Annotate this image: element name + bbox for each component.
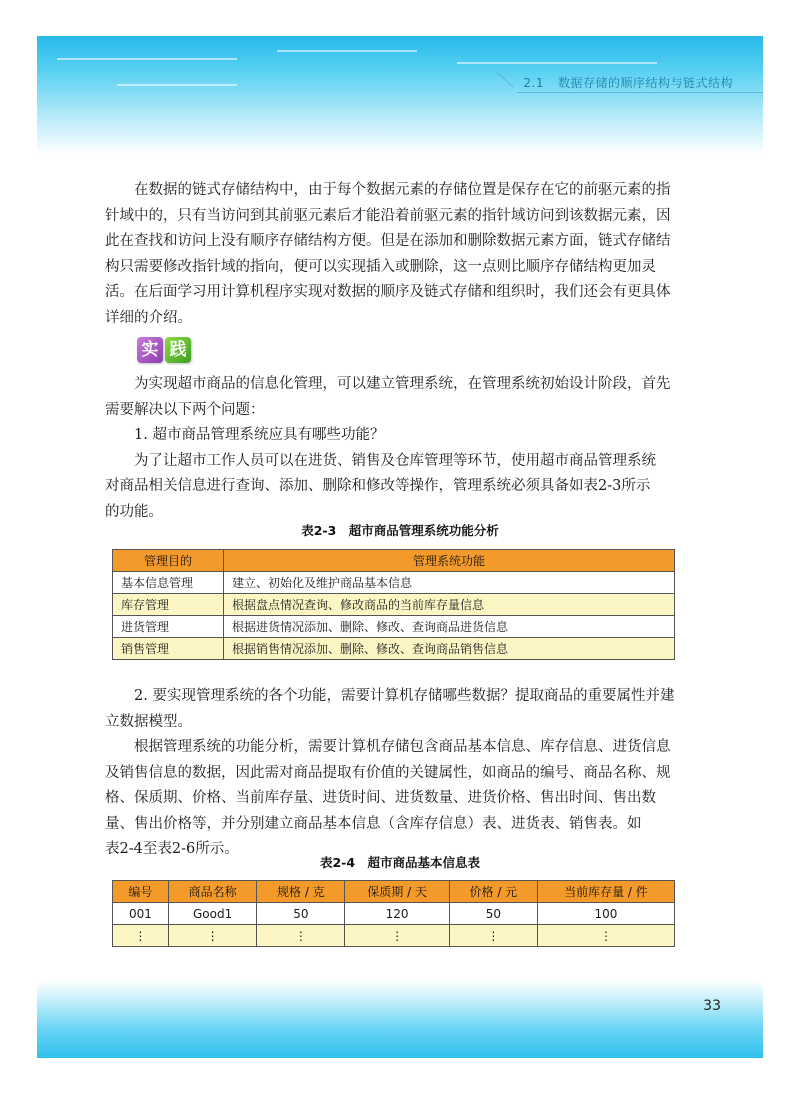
intro-line: 详细的介绍。 xyxy=(105,309,192,326)
question-1: 1. 超市商品管理系统应具有哪些功能？ xyxy=(134,427,385,443)
practice-line: 需要解决以下两个问题： xyxy=(105,401,265,418)
table-cell: ⋮ xyxy=(257,925,345,947)
practice-badge-char: 实 xyxy=(137,337,163,363)
intro-line: 活。在后面学习用计算机程序实现对数据的顺序及链式存储和组织时，我们还会有更具体 xyxy=(105,284,671,300)
practice-line: 对商品相关信息进行查询、添加、删除和修改等操作，管理系统必须具备如表2-3所示 xyxy=(105,478,651,494)
footer-decoration xyxy=(37,980,763,1058)
page-number: 33 xyxy=(703,998,721,1014)
question2-line: 立数据模型。 xyxy=(105,713,192,730)
intro-line: 构只需要修改指针域的指向，便可以实现插入或删除，这一点则比顺序存储结构更加灵 xyxy=(105,258,656,275)
table-cell: 建立、初始化及维护商品基本信息 xyxy=(224,572,675,594)
intro-paragraph xyxy=(105,178,675,331)
table-cell: 120 xyxy=(345,903,449,925)
table-cell: 根据销售情况添加、删除、修改、查询商品销售信息 xyxy=(224,638,675,660)
table-cell: 基本信息管理 xyxy=(113,572,224,594)
table-2-4 xyxy=(112,880,675,947)
table-2-3-caption: 表2-3 超市商品管理系统功能分析 xyxy=(301,523,499,538)
table-header-row xyxy=(113,550,675,572)
table-header-cell: 价格 / 元 xyxy=(449,881,537,903)
table-row xyxy=(113,572,675,594)
table-header-cell: 当前库存量 / 件 xyxy=(537,881,674,903)
header-decoration xyxy=(37,36,763,154)
table-cell: ⋮ xyxy=(168,925,257,947)
table-cell: 100 xyxy=(537,903,674,925)
table-row xyxy=(113,594,675,616)
table-cell: 进货管理 xyxy=(113,616,224,638)
intro-line: 针域中的，只有当访问到其前驱元素后才能沿着前驱元素的指针域访问到该数据元素，因 xyxy=(105,207,671,224)
table-cell: 库存管理 xyxy=(113,594,224,616)
table-cell: 根据盘点情况查询、修改商品的当前库存量信息 xyxy=(224,594,675,616)
question2-line: 表2-4至表2-6所示。 xyxy=(105,841,239,857)
question2-line: 及销售信息的数据，因此需对商品提取有价值的关键属性，如商品的编号、商品名称、规 xyxy=(105,764,671,781)
section-number: 2.1 xyxy=(523,76,544,90)
section-title: 数据存储的顺序结构与链式结构 xyxy=(557,76,733,90)
practice-paragraph xyxy=(105,372,675,525)
table-cell: ⋮ xyxy=(345,925,449,947)
table-header-cell: 规格 / 克 xyxy=(257,881,345,903)
table-cell: ⋮ xyxy=(113,925,169,947)
question2-line: 根据管理系统的功能分析，需要计算机存储包含商品基本信息、库存信息、进货信息 xyxy=(134,739,671,755)
table-cell: ⋮ xyxy=(537,925,674,947)
table-cell: 50 xyxy=(257,903,345,925)
table-header-cell: 商品名称 xyxy=(168,881,257,903)
table-cell: 50 xyxy=(449,903,537,925)
table-header-cell: 管理系统功能 xyxy=(224,550,675,572)
table-row xyxy=(113,638,675,660)
intro-line: 此在查找和访问上没有顺序存储结构方便。但是在添加和删除数据元素方面，链式存储结 xyxy=(105,233,671,249)
practice-line: 的功能。 xyxy=(105,503,163,520)
table-row xyxy=(113,925,675,947)
question-2: 2. 要实现管理系统的各个功能，需要计算机存储哪些数据？提取商品的重要属性并建 xyxy=(134,688,675,704)
table-header-cell: 管理目的 xyxy=(113,550,224,572)
table-2-3 xyxy=(112,549,675,660)
table-header-cell: 保质期 / 天 xyxy=(345,881,449,903)
table-cell: ⋮ xyxy=(449,925,537,947)
section-header xyxy=(523,74,733,91)
header-rule xyxy=(517,92,763,93)
intro-line: 在数据的链式存储结构中，由于每个数据元素的存储位置是保存在它的前驱元素的指 xyxy=(134,182,671,198)
table-cell: 根据进货情况添加、删除、修改、查询商品进货信息 xyxy=(224,616,675,638)
question2-line: 格、保质期、价格、当前库存量、进货时间、进货数量、进货价格、售出时间、售出数 xyxy=(105,790,656,806)
practice-line: 为了让超市工作人员可以在进货、销售及仓库管理等环节，使用超市商品管理系统 xyxy=(134,452,656,469)
table-cell: 001 xyxy=(113,903,169,925)
table-row xyxy=(113,616,675,638)
practice-badge xyxy=(137,337,191,365)
table-header-row xyxy=(113,881,675,903)
practice-line: 为实现超市商品的信息化管理，可以建立管理系统，在管理系统初始设计阶段，首先 xyxy=(134,376,671,392)
table-2-4-caption: 表2-4 超市商品基本信息表 xyxy=(319,855,481,870)
practice-badge-char: 践 xyxy=(165,337,191,363)
table-cell: 销售管理 xyxy=(113,638,224,660)
table-header-cell: 编号 xyxy=(113,881,169,903)
table-cell: Good1 xyxy=(168,903,257,925)
question2-paragraph xyxy=(105,684,675,863)
question2-line: 量、售出价格等，并分别建立商品基本信息（含库存信息）表、进货表、销售表。如 xyxy=(105,815,642,832)
table-row xyxy=(113,903,675,925)
